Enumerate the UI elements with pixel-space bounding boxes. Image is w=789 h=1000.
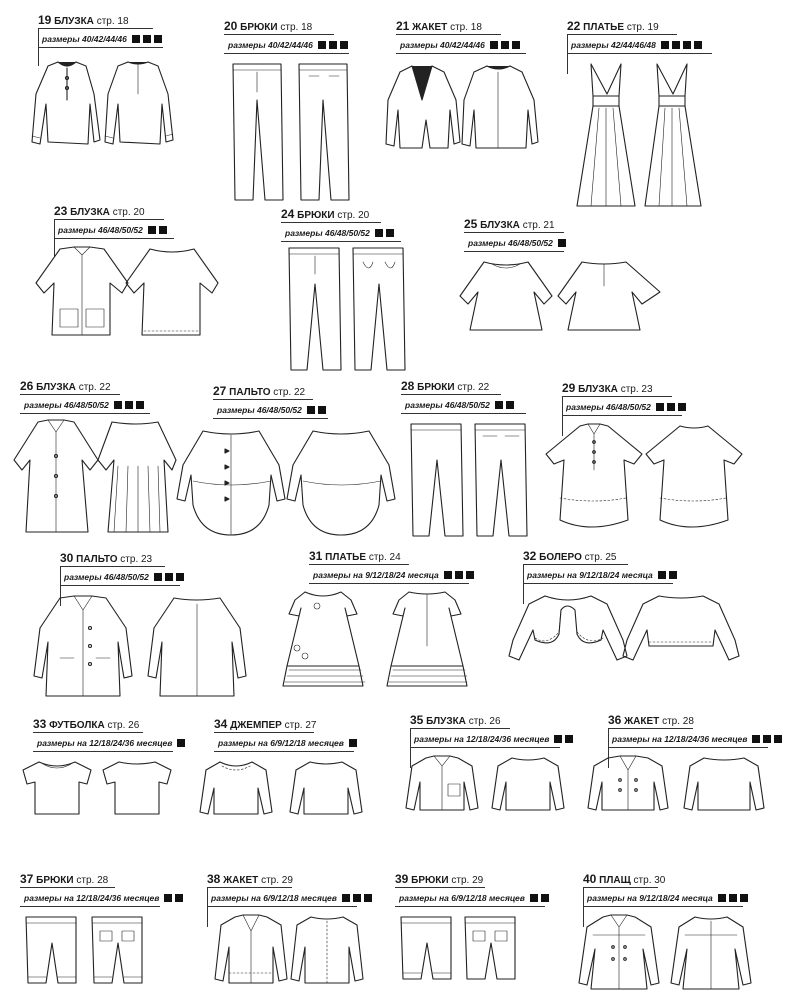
bolero-sketch [505,590,765,670]
item-sizes: размеры 42/44/46/48 [571,40,702,51]
sizes-rule [38,47,163,48]
item-name: ПАЛЬТО [76,554,118,565]
item-sizes: размеры 46/48/50/52 [217,405,326,416]
pattern-item-36[interactable] [608,714,778,814]
pattern-item-22[interactable] [567,20,717,210]
item-number: 26 [20,379,34,393]
item-sizes: размеры на 12/18/24/36 месяцев [612,734,782,745]
pattern-item-30[interactable] [60,552,260,702]
item-sizes: размеры на 12/18/24/36 месяцев [37,738,185,749]
item-page: стр. 29 [261,875,293,886]
item-name: ЖАКЕТ [624,716,660,727]
item-sizes: размеры 46/48/50/52 [285,228,394,239]
item-page: стр. 20 [337,210,370,221]
item-name: БЛУЗКА [54,16,94,27]
item-page: стр. 22 [273,387,306,398]
raincoat-sketch [575,913,765,993]
item-number: 28 [401,379,415,393]
pattern-item-26[interactable] [20,380,170,535]
blouse-sketch [402,754,577,814]
pattern-item-38[interactable] [207,873,377,988]
item-number: 27 [213,384,227,398]
item-name: ЖАКЕТ [412,22,448,33]
dress-sketch [275,586,500,691]
pattern-item-24[interactable] [281,208,411,373]
pattern-item-31[interactable] [309,550,499,695]
item-page: стр. 23 [120,554,153,565]
item-name: ПЛАЩ [599,875,631,886]
item-page: стр. 28 [662,716,694,727]
item-page: стр. 22 [78,382,111,393]
dress-sketch [573,60,713,210]
item-name: БРЮКИ [417,382,455,393]
item-name: БРЮКИ [297,210,335,221]
item-sizes: размеры 46/48/50/52 [468,238,566,249]
item-name: БЛУЗКА [480,220,520,231]
item-number: 39 [395,872,409,886]
item-page: стр. 22 [457,382,490,393]
item-name: ПАЛЬТО [229,387,271,398]
item-sizes: размеры 46/48/50/52 [566,402,686,413]
item-page: стр. 30 [633,875,666,886]
item-page: стр. 27 [284,720,317,731]
item-name: БРЮКИ [411,875,449,886]
item-page: стр. 28 [76,875,109,886]
item-name: ДЖЕМПЕР [230,720,282,731]
item-number: 40 [583,872,597,886]
item-name: ПЛАТЬЕ [325,552,367,563]
item-name: ФУТБОЛКА [49,720,105,731]
item-number: 24 [281,207,295,221]
blouse-sketch [30,243,230,343]
pattern-item-19[interactable] [38,14,168,152]
item-page: стр. 18 [450,22,482,33]
item-sizes: размеры на 9/12/18/24 месяца [587,893,748,904]
pattern-item-20[interactable] [224,20,354,205]
item-number: 38 [207,872,221,886]
item-name: БЛУЗКА [70,207,110,218]
pattern-item-21[interactable] [396,20,546,150]
pattern-item-29[interactable] [562,382,742,532]
item-name: БРЮКИ [36,875,74,886]
blouse-sketch [28,54,178,154]
item-name: БЛУЗКА [578,384,618,395]
item-name: БОЛЕРО [539,552,582,563]
item-sizes: размеры на 12/18/24/36 месяцев [414,734,573,745]
pattern-item-25[interactable] [464,218,664,338]
jacket-sketch [211,913,371,988]
item-sizes: размеры 46/48/50/52 [24,400,144,411]
item-sizes: размеры на 6/9/12/18 месяцев [218,738,357,749]
item-number: 32 [523,549,537,563]
item-sizes: размеры 40/42/44/46 [228,40,348,51]
pattern-item-35[interactable] [410,714,580,814]
jacket-sketch [584,754,774,814]
item-name: БЛУЗКА [36,382,76,393]
blouse-sketch [540,420,755,535]
item-number: 37 [20,872,34,886]
tshirt-sketch [19,758,179,818]
jacket-sketch [382,60,542,160]
item-name: БЛУЗКА [426,716,466,727]
trousers-sketch [22,913,162,988]
pattern-item-32[interactable] [523,550,753,680]
pattern-item-40[interactable] [583,873,773,993]
item-sizes: размеры 46/48/50/52 [405,400,514,411]
item-number: 21 [396,19,410,33]
item-number: 25 [464,217,478,231]
coat-sketch [30,592,260,702]
item-page: стр. 26 [107,720,140,731]
pattern-item-37[interactable] [20,873,170,988]
item-page: стр. 29 [451,875,484,886]
coat-sketch [173,425,403,540]
item-page: стр. 19 [626,22,659,33]
item-number: 22 [567,19,581,33]
item-number: 31 [309,549,323,563]
item-page: стр. 23 [620,384,653,395]
item-sizes: размеры 46/48/50/52 [58,225,167,236]
item-number: 29 [562,381,576,395]
item-sizes: размеры 40/42/44/46 [400,40,520,51]
item-number: 34 [214,717,228,731]
item-page: стр. 21 [522,220,555,231]
pattern-item-33[interactable] [33,718,183,818]
item-page: стр. 26 [468,716,501,727]
item-sizes: размеры на 6/9/12/18 месяцев [211,893,372,904]
blouse-sketch [454,256,669,336]
item-number: 19 [38,13,52,27]
blouse-sketch [8,416,178,536]
item-number: 33 [33,717,47,731]
item-page: стр. 20 [112,207,145,218]
item-name: ЖАКЕТ [223,875,259,886]
trousers-sketch [397,913,537,988]
item-sizes: размеры 40/42/44/46 [42,34,162,45]
item-page: стр. 18 [96,16,129,27]
item-number: 20 [224,19,238,33]
item-name: ПЛАТЬЕ [583,22,625,33]
jumper-sketch [196,758,376,818]
pattern-item-27[interactable] [213,385,403,545]
item-sizes: размеры на 12/18/24/36 месяцев [24,893,183,904]
pattern-item-34[interactable] [214,718,384,818]
pattern-item-28[interactable] [401,380,541,540]
item-page: стр. 24 [368,552,401,563]
item-number: 23 [54,204,68,218]
header-rule [38,28,153,29]
item-sizes: размеры на 9/12/18/24 месяца [527,570,677,581]
item-page: стр. 18 [280,22,313,33]
item-name: БРЮКИ [240,22,278,33]
pattern-item-39[interactable] [395,873,555,988]
item-number: 30 [60,551,74,565]
trousers-sketch [285,244,415,374]
item-number: 35 [410,713,424,727]
item-sizes: размеры на 9/12/18/24 месяца [313,570,474,581]
item-page: стр. 25 [584,552,617,563]
trousers-sketch [229,60,359,205]
pattern-item-23[interactable] [54,205,224,345]
item-sizes: размеры на 6/9/12/18 месяцев [399,893,549,904]
item-number: 36 [608,713,622,727]
trousers-sketch [407,420,537,540]
item-sizes: размеры 46/48/50/52 [64,572,184,583]
